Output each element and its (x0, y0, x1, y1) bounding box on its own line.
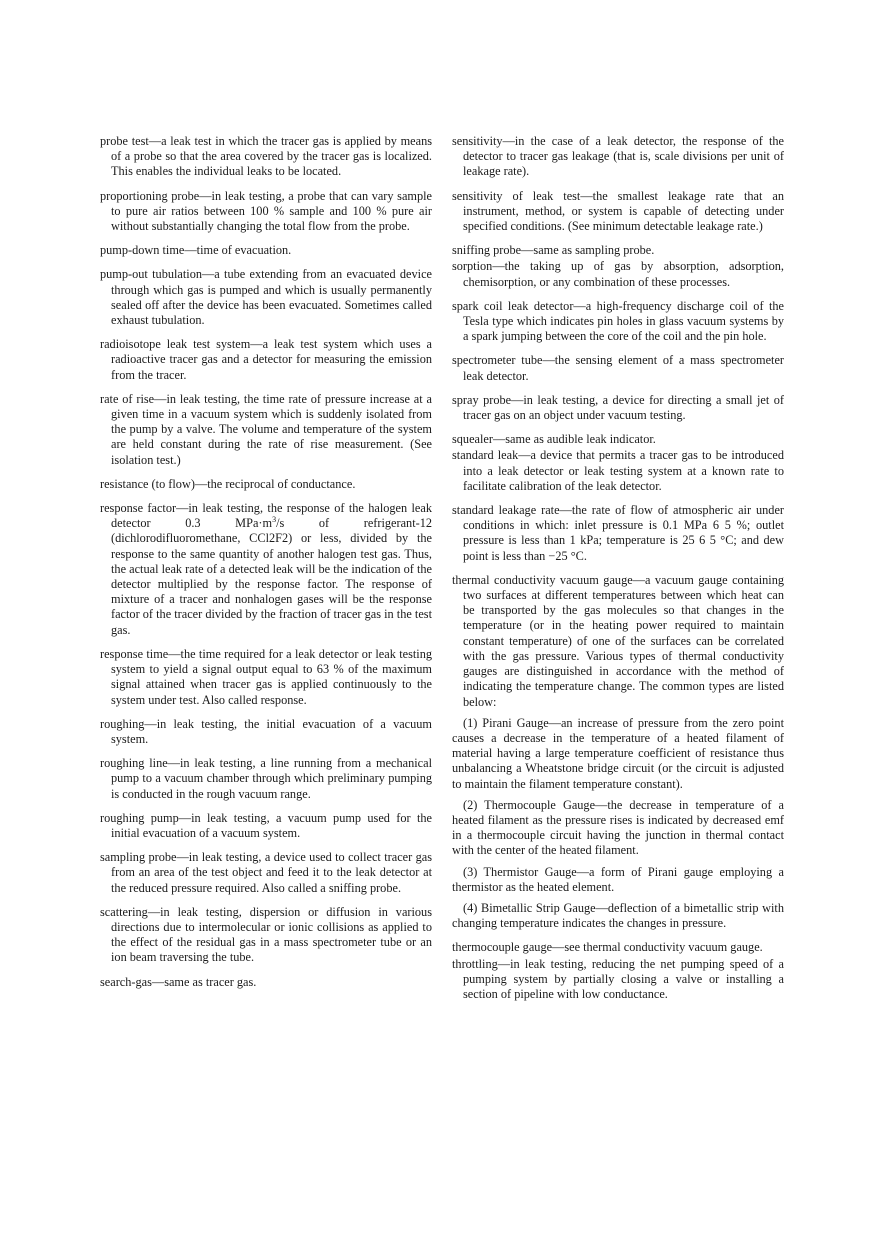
term: roughing (100, 716, 145, 731)
term: sorption (452, 259, 493, 274)
em-dash: — (573, 298, 586, 313)
term: spray probe (452, 392, 512, 407)
glossary-entry-standard-leak (452, 448, 784, 494)
glossary-entry-rate-of-rise (100, 392, 432, 468)
glossary-entry-squealer (452, 432, 784, 447)
em-dash: — (492, 259, 505, 274)
definition: in the case of a leak detector, the response of the detector to tracer gas leakage (that is, scale divisions per unit of leakage rate). (463, 134, 784, 179)
definition: the smallest leakage rate that an instrument, method, or system is capable of detecting under specified conditions. (See minimum detectable leakage rate.) (463, 188, 784, 234)
em-dash: — (559, 503, 572, 518)
definition: in leak testing, a line running from a mechanical pump to a vacuum chamber through which preliminary pumping is conducted in the rough vacuum range. (111, 756, 432, 801)
glossary-entry-roughing (100, 717, 432, 747)
definition: the taking up of gas by absorption, adsorption, chemisorption, or any combination of these processes. (463, 259, 784, 289)
glossary-entry-pump-out-tubulation (100, 267, 432, 328)
left-column (100, 134, 432, 999)
term: standard leakage rate (452, 503, 560, 518)
em-dash: — (542, 353, 555, 368)
term: pump-out tubulation (100, 267, 202, 282)
em-dash: — (492, 432, 506, 447)
definition: in leak testing, a vacuum pump used for the initial evacuation of a vacuum system. (111, 810, 432, 840)
term: sniffing probe (452, 243, 522, 258)
glossary-entry-response-factor (100, 501, 432, 638)
em-dash: — (147, 904, 161, 919)
glossary-entry-response-time (100, 647, 432, 708)
term: probe test (100, 134, 149, 148)
glossary-entry-sniffing-probe (452, 243, 784, 258)
glossary-entry-roughing-line (100, 756, 432, 802)
definition: a vacuum gauge containing two surfaces at different temperatures between which heat can be transported by the gas molecules so that changes in the temperature (or in the heating power required to maintain constant temperature) of one of the surfaces can be correlated with the gas pressure. Various types of thermal conductivity gauges are distinguished in accordance with the method of indicating the temperature change. The common types are listed below: (463, 572, 784, 709)
definition: in leak testing, reducing the net pumping speed of a pumping system by partially closing a valve or installing a section of pipeline with low conductance. (463, 956, 784, 1001)
glossary-entry-radioisotope-leak-test-system (100, 337, 432, 383)
term: sampling probe (100, 850, 177, 865)
term: rate of rise (100, 391, 155, 406)
em-dash: — (167, 756, 180, 771)
definition: in leak testing, dispersion or diffusion in various directions due to intermolecular or ionic collisions as applied to the effect of the residual gas in a mass spectrometer tube or an ion beam traversing the tube. (111, 904, 432, 965)
glossary-entry-spectrometer-tube (452, 353, 784, 383)
glossary-entry-pump-down-time (100, 243, 432, 258)
definition: in leak testing, the response of the halogen leak detector 0.3 MPa·m (111, 501, 432, 531)
term: resistance (to flow) (100, 476, 195, 491)
em-dash: — (144, 716, 157, 731)
em-dash: — (194, 476, 208, 491)
term: roughing line (100, 756, 168, 771)
term: scattering (100, 904, 148, 919)
term: spark coil leak detector (452, 298, 574, 313)
definition: a tube extending from an evacuated device through which gas is pumped and which is usually permanently sealed off after the device has been evacuated. Sometimes called exhaust tubulation. (111, 267, 432, 328)
definition: same as tracer gas. (164, 974, 257, 989)
em-dash: — (521, 243, 534, 258)
term: response time (100, 646, 169, 661)
term: standard leak (452, 448, 519, 463)
definition: time of evacuation. (196, 243, 292, 258)
em-dash: — (154, 391, 167, 406)
em-dash: — (502, 134, 515, 148)
term: thermal conductivity vacuum gauge (452, 572, 633, 587)
glossary-entry-proportioning-probe (100, 189, 432, 235)
em-dash: — (202, 267, 215, 282)
gauge-type-thermocouple: (2) Thermocouple Gauge—the decrease in temperature of a heated filament as the pressure rises is indicated by decreased emf in a thermocouple circuit having the junction in thermal contact with the center of the heated filament. (452, 797, 784, 858)
right-column (452, 134, 784, 1011)
em-dash: — (199, 188, 212, 203)
definition: in leak testing, a device for directing a small jet of tracer gas on an object under vacuum testing. (463, 392, 785, 423)
em-dash: — (552, 940, 565, 955)
glossary-entry-thermocouple-gauge (452, 940, 784, 955)
glossary-entry-standard-leakage-rate (452, 503, 784, 564)
term: roughing pump (100, 810, 179, 825)
term: radioisotope leak test system (100, 337, 251, 352)
em-dash: — (580, 188, 593, 203)
term: spectrometer tube (452, 353, 543, 368)
glossary-entry-search-gas (100, 975, 432, 990)
em-dash: — (250, 337, 263, 352)
definition: see thermal conductivity vacuum gauge. (564, 940, 763, 955)
definition: a leak test in which the tracer gas is applied by means of a probe so that the area covered by the tracer gas is localized. This enables the individual leaks to be located. (111, 134, 433, 179)
term: response factor (100, 501, 177, 516)
glossary-entry-scattering (100, 905, 432, 966)
superscript: 3 (272, 515, 277, 525)
definition: the rate of flow of atmospheric air under conditions in which: inlet pressure is 0.1 MPa 6 5 %; outlet pressure is less than 1 kPa; temperature is 25 6 5 °C; and dew point is less than −25 °C. (463, 503, 785, 563)
glossary-entry-roughing-pump (100, 811, 432, 841)
definition: the time required for a leak detector or leak testing system to yield a signal output equal to 63 % of the maximum signal attained when tracer gas is applied continuously to the system under test. Also called response. (111, 646, 432, 707)
term: proportioning probe (100, 188, 200, 203)
definition-continued: /s of refrigerant-12 (dichlorodifluoromethane, CCl2F2) or less, divided by the response to the same quantity of another halogen test gas. Thus, the actual leak rate of a detected leak will be the indication of the detector multiplied by the response factor. The response of mixture of a tracer and nonhalogen gases will be the response factor of the tracer divided by the fraction of tracer gas in the test gas. (111, 516, 433, 637)
definition: in leak testing, a probe that can vary sample to pure air ratios between 100 % sample and 100 % pure air without substantially changing the total flow from the probe. (111, 188, 432, 234)
term: pump-down time (100, 243, 185, 258)
term: squealer (452, 432, 493, 447)
em-dash: — (518, 448, 531, 463)
definition: a leak test system which uses a radioactive tracer gas and a detector for measuring the emission from the tracer. (111, 337, 432, 382)
em-dash: — (176, 850, 189, 865)
term: sensitivity of leak test (452, 188, 581, 203)
definition: same as sampling probe. (533, 243, 655, 258)
definition: same as audible leak indicator. (505, 432, 656, 447)
glossary-entry-probe-test (100, 134, 432, 180)
em-dash: — (184, 243, 197, 258)
gauge-type-bimetallic-strip: (4) Bimetallic Strip Gauge—deflection of a bimetallic strip with changing temperature indicates the changes in pressure. (452, 900, 784, 931)
em-dash: — (148, 134, 162, 148)
em-dash: — (178, 810, 192, 825)
gauge-type-thermistor: (3) Thermistor Gauge—a form of Pirani gauge employing a thermistor as the heated element. (452, 864, 784, 894)
term: throttling (452, 956, 498, 971)
glossary-entry-sensitivity-of-leak-test (452, 189, 784, 235)
em-dash: — (632, 572, 645, 587)
gauge-type-pirani: (1) Pirani Gauge—an increase of pressure from the zero point causes a decrease in the temperature of a heated filament of material having a large temperature coefficient of resistance thus unbalancing a Wheatstone bridge circuit (or the circuit is adjusted to maintain the filament temperature constant). (452, 715, 784, 791)
glossary-entry-throttling (452, 957, 784, 1003)
glossary-entry-resistance (100, 477, 432, 492)
term: thermocouple gauge (452, 940, 553, 955)
definition: in leak testing, a device used to collect tracer gas from an area of the test object and feed it to the leak detector at the reduced pressure required. Also called a sniffing probe. (111, 850, 432, 895)
glossary-entry-sorption (452, 259, 784, 289)
em-dash: — (176, 501, 189, 516)
glossary-entry-sensitivity (452, 134, 784, 180)
em-dash: — (511, 392, 524, 407)
glossary-entry-thermal-conductivity-vacuum-gauge (452, 573, 784, 710)
em-dash: — (168, 646, 181, 661)
definition: a device that permits a tracer gas to be introduced into a leak detector or leak testing system at a known rate to facilitate calibration of the leak detector. (463, 448, 784, 493)
definition: the sensing element of a mass spectrometer leak detector. (463, 353, 785, 383)
term: search-gas (100, 974, 152, 989)
glossary-entry-spray-probe (452, 393, 784, 423)
glossary-entry-spark-coil-leak-detector (452, 299, 784, 345)
em-dash: — (151, 974, 165, 989)
definition: the reciprocal of conductance. (207, 476, 356, 491)
definition: in leak testing, the time rate of pressure increase at a given time in a vacuum system which is suddenly isolated from the pump by a valve. The volume and temperature of the system are held constant during the rate of rise measurement. (See isolation test.) (111, 391, 432, 467)
definition: in leak testing, the initial evacuation of a vacuum system. (111, 716, 432, 746)
em-dash: — (497, 956, 511, 971)
definition: a high-frequency discharge coil of the Tesla type which indicates pin holes in glass vacuum systems by a spark jumping between the core of the coil and the pin hole. (463, 298, 784, 344)
glossary-entry-sampling-probe (100, 850, 432, 896)
term: sensitivity (452, 134, 503, 148)
